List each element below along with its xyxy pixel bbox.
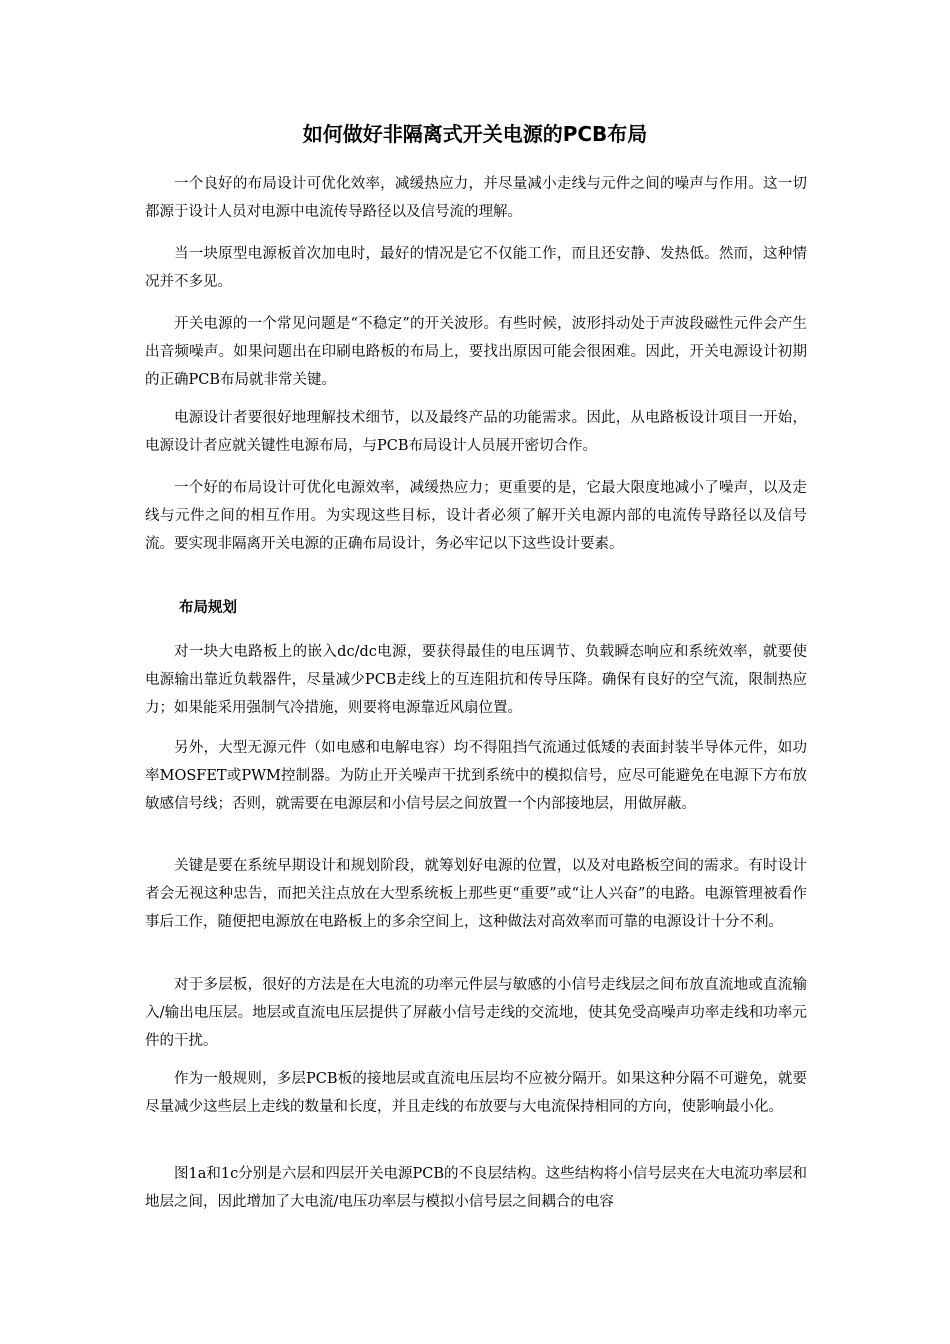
- section-heading: 布局规划: [179, 600, 237, 616]
- paragraph: 电源设计者要很好地理解技术细节，以及最终产品的功能需求。因此，从电路板设计项目一开始，电源设计者应就关键性电源布局，与PCB布局设计人员展开密切合作。: [145, 410, 807, 454]
- paragraph: 对一块大电路板上的嵌入dc/dc电源，要获得最佳的电压调节、负载瞬态响应和系统效率，就要使电源输出靠近负载器件，尽量减少PCB走线上的互连阻抗和传导压降。确保有良好的空气流，限制热应力；如果能采用强制气冷措施，则要将电源靠近风扇位置。: [145, 644, 807, 716]
- paragraph: 当一块原型电源板首次加电时，最好的情况是它不仅能工作，而且还安静、发热低。然而，这种情况并不多见。: [145, 246, 807, 290]
- paragraph: 开关电源的一个常见问题是“不稳定”的开关波形。有些时候，波形抖动处于声波段磁性元件会产生出音频噪声。如果问题出在印刷电路板的布局上，要找出原因可能会很困难。因此，开关电源设计初期的正确PCB布局就非常关键。: [145, 316, 807, 388]
- paragraph: 作为一般规则，多层PCB板的接地层或直流电压层均不应被分隔开。如果这种分隔不可避免，就要尽量减少这些层上走线的数量和长度，并且走线的布放要与大电流保持相同的方向，使影响最小化。: [145, 1071, 807, 1115]
- paragraph: 对于多层板，很好的方法是在大电流的功率元件层与敏感的小信号走线层之间布放直流地或直流输入/输出电压层。地层或直流电压层提供了屏蔽小信号走线的交流地，使其免受高噪声功率走线和功率元件的干扰。: [145, 977, 807, 1049]
- paragraph: 关键是要在系统早期设计和规划阶段，就筹划好电源的位置，以及对电路板空间的需求。有时设计者会无视这种忠告，而把关注点放在大型系统板上那些更“重要”或“让人兴奋”的电路。电源管理被看作事后工作，随便把电源放在电路板上的多余空间上，这种做法对高效率而可靠的电源设计十分不利。: [145, 858, 807, 930]
- paragraph: 另外，大型无源元件（如电感和电解电容）均不得阻挡气流通过低矮的表面封装半导体元件，如功率MOSFET或PWM控制器。为防止开关噪声干扰到系统中的模拟信号，应尽可能避免在电源下方布放敏感信号线；否则，就需要在电源层和小信号层之间放置一个内部接地层，用做屏蔽。: [145, 740, 807, 812]
- paragraph: 图1a和1c分别是六层和四层开关电源PCB的不良层结构。这些结构将小信号层夹在大电流功率层和地层之间，因此增加了大电流/电压功率层与模拟小信号层之间耦合的电容: [145, 1166, 807, 1210]
- paragraph: 一个良好的布局设计可优化效率，减缓热应力，并尽量减小走线与元件之间的噪声与作用。这一切都源于设计人员对电源中电流传导路径以及信号流的理解。: [145, 176, 807, 220]
- document-title: 如何做好非隔离式开关电源的PCB布局: [302, 122, 648, 146]
- paragraph: 一个好的布局设计可优化电源效率，减缓热应力；更重要的是，它最大限度地减小了噪声，以及走线与元件之间的相互作用。为实现这些目标，设计者必须了解开关电源内部的电流传导路径以及信号流。要实现非隔离开关电源的正确布局设计，务必牢记以下这些设计要素。: [145, 480, 807, 552]
